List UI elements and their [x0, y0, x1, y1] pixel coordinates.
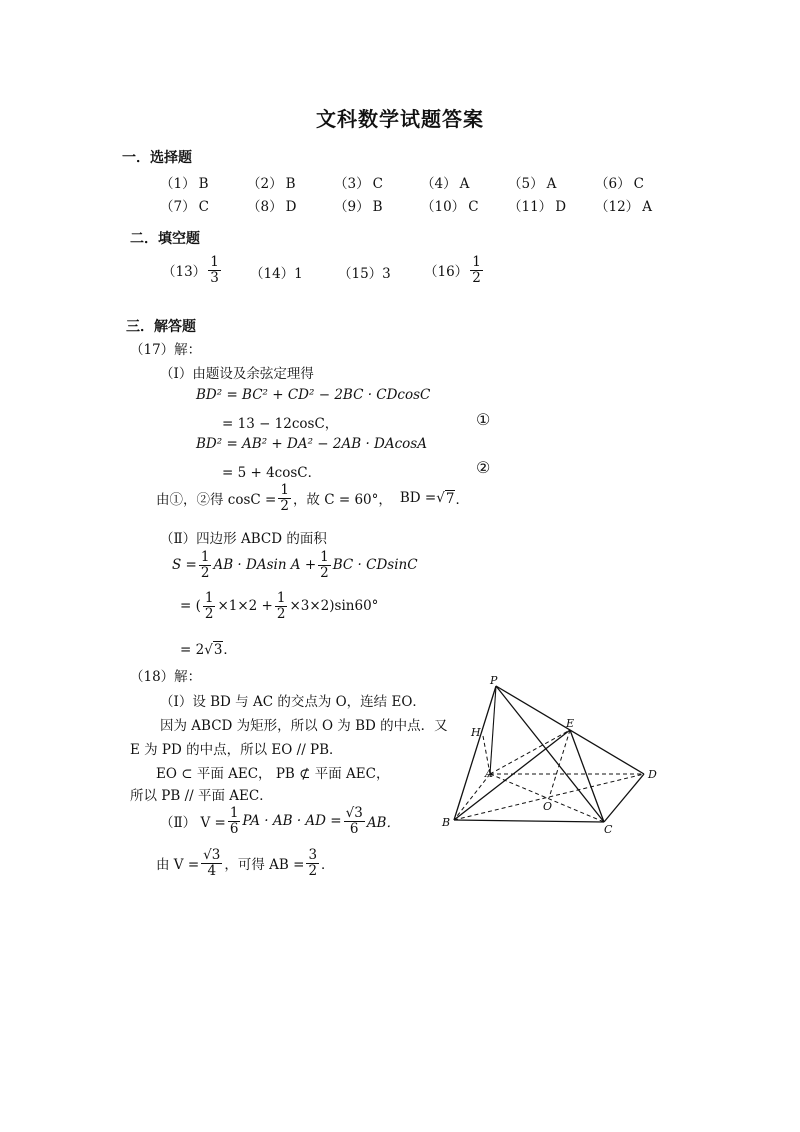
label-C: C: [604, 823, 613, 836]
mc-answer: [160, 195, 209, 215]
mc-answer: [247, 195, 296, 215]
conclusion-angle: ，故 C = 60°，: [292, 492, 392, 509]
answer-13: [162, 255, 223, 286]
result-coefficient: = 2: [180, 642, 205, 658]
area-term-1: AB · DAsin A +: [213, 557, 317, 574]
mc-answer-letter: D: [555, 199, 567, 215]
mc-answer-letter: B: [198, 176, 209, 192]
mc-answer-letter: A: [546, 176, 557, 192]
problem-17-label: （17）解：: [130, 342, 202, 358]
denominator: 2: [280, 497, 289, 514]
fraction: [344, 806, 365, 837]
volume-formula: [160, 806, 400, 837]
mc-answer: [421, 172, 469, 192]
subst-term-1: ×1×2 +: [217, 598, 273, 615]
answer-15: （15）3: [338, 266, 391, 282]
label-B: B: [442, 816, 451, 829]
label-O: O: [543, 800, 553, 813]
mc-answer: [508, 172, 556, 192]
equation-2: = 13 − 12cosC，: [222, 416, 339, 432]
mc-answer: [160, 172, 209, 192]
conclusion-bd: BD =: [399, 490, 437, 507]
problem-18-line-3: E 为 PD 的中点，所以 EO // PB．: [130, 742, 343, 758]
pyramid-figure: [430, 672, 670, 842]
fraction: [318, 550, 331, 581]
denominator: 4: [207, 862, 217, 879]
mc-answer: [595, 195, 652, 215]
area-substitution: [180, 591, 378, 622]
denominator: 2: [204, 605, 214, 622]
sqrt-sign: √: [204, 642, 213, 658]
circle-mark-1: ①: [476, 410, 491, 429]
problem-17-part2: （Ⅱ）四边形 ABCD 的面积: [160, 531, 327, 547]
fraction: [199, 550, 212, 581]
fraction: [306, 848, 319, 879]
answer-13-label: （13）: [162, 264, 207, 281]
mc-answer: [595, 172, 644, 192]
edge-PB: [454, 686, 496, 820]
volume-lhs: （Ⅱ） V =: [160, 815, 226, 832]
mc-question-number: （7）: [160, 199, 196, 215]
mc-answer-letter: A: [642, 199, 652, 215]
period: ．: [321, 857, 335, 874]
mc-answer: [508, 195, 566, 215]
problem-18-label: （18）解：: [130, 669, 202, 685]
denominator: 2: [308, 862, 318, 879]
fraction: [201, 848, 222, 879]
period: ．: [223, 642, 237, 658]
problem-18-line-5: 所以 PB // 平面 AEC．: [130, 788, 273, 804]
answer-14: （14）1: [250, 266, 303, 282]
answer-16: [424, 255, 485, 286]
dashed-AE: [490, 730, 570, 774]
mc-answer-letter: B: [372, 199, 383, 215]
edge-CD: [604, 774, 644, 822]
mc-answer-letter: C: [468, 199, 479, 215]
fraction-half: [278, 483, 291, 514]
section-heading-choice: 一．选择题: [122, 150, 192, 166]
answer-16-label: （16）: [424, 264, 469, 281]
numerator: √3: [203, 847, 221, 863]
mc-answer: [334, 172, 383, 192]
denominator: 3: [210, 269, 219, 286]
problem-17-part1: （Ⅰ）由题设及余弦定理得: [160, 366, 314, 382]
mc-question-number: （5）: [508, 176, 544, 192]
numerator: √3: [345, 805, 363, 821]
area-term-2: BC · CDsinC: [332, 557, 418, 574]
label-A: A: [485, 767, 493, 780]
mc-question-number: （4）: [421, 176, 457, 192]
volume-conclusion: [156, 848, 335, 879]
page-title: 文科数学试题答案: [316, 107, 484, 131]
edge-BC: [454, 820, 604, 822]
section-heading-fill: 二．填空题: [130, 231, 200, 247]
equation-3: BD² = AB² + DA² − 2AB · DAcosA: [196, 436, 427, 452]
area-lhs: S =: [172, 557, 197, 574]
equation-1: BD² = BC² + CD² − 2BC · CDcosC: [196, 387, 431, 403]
volume-rhs: AB．: [366, 815, 400, 832]
numerator: 1: [276, 590, 286, 606]
section-heading-solutions: 三．解答题: [126, 319, 196, 335]
mc-answer-letter: A: [459, 176, 470, 192]
numerator: 1: [229, 805, 239, 821]
area-result: [180, 638, 237, 658]
fraction: [275, 591, 288, 622]
denominator: 2: [200, 564, 210, 581]
label-H: H: [471, 726, 481, 739]
mc-question-number: （1）: [160, 176, 196, 192]
edge-EC: [570, 730, 604, 822]
mc-answer-letter: D: [285, 199, 297, 215]
sqrt-radicand: 7: [445, 490, 455, 507]
dashed-AC: [490, 774, 604, 822]
denominator: 2: [472, 269, 481, 286]
denominator: 2: [276, 605, 286, 622]
answer-16-fraction: [470, 255, 483, 286]
numerator: 1: [320, 549, 329, 565]
numerator: 1: [204, 590, 214, 606]
mc-question-number: （10）: [421, 199, 466, 215]
problem-18-line-2: 因为 ABCD 为矩形，所以 O 为 BD 的中点．又: [160, 718, 448, 734]
sqrt-sign: √: [436, 490, 445, 507]
edge-PA: [490, 686, 496, 774]
mc-answer: [334, 195, 383, 215]
conclusion-middle: ，可得 AB =: [224, 857, 305, 874]
mc-answer-letter: C: [633, 176, 644, 192]
edge-BE: [454, 730, 570, 820]
volume-product: PA · AB · AD =: [242, 813, 342, 830]
mc-question-number: （9）: [334, 199, 370, 215]
mc-question-number: （12）: [595, 199, 640, 215]
subst-open: = (: [180, 598, 201, 615]
mc-answer-letter: C: [198, 199, 209, 215]
conclusion-prefix: 由 V =: [156, 857, 200, 874]
subst-term-2: ×3×2)sin60°: [289, 598, 379, 615]
area-formula: [172, 550, 418, 581]
answer-13-fraction: [208, 255, 221, 286]
fraction: [228, 806, 241, 837]
problem-17-conclusion: [156, 483, 469, 514]
problem-18-line-4: EO ⊂ 平面 AEC， PB ⊄ 平面 AEC，: [156, 766, 390, 782]
mc-question-number: （3）: [334, 176, 370, 192]
numerator: 1: [472, 254, 481, 270]
equation-4: = 5 + 4cosC．: [222, 465, 322, 481]
numerator: 3: [308, 847, 318, 863]
mc-question-number: （8）: [247, 199, 283, 215]
mc-question-number: （2）: [247, 176, 283, 192]
mc-question-number: （6）: [595, 176, 631, 192]
mc-answer: [247, 172, 296, 192]
mc-answer: [421, 195, 479, 215]
mc-answer-letter: C: [372, 176, 383, 192]
numerator: 1: [200, 549, 210, 565]
numerator: 1: [210, 254, 219, 270]
mc-question-number: （11）: [508, 199, 553, 215]
conclusion-text: 由①，②得 cosC =: [156, 492, 277, 509]
problem-18-line-1: （Ⅰ）设 BD 与 AC 的交点为 O，连结 EO．: [160, 694, 426, 710]
label-P: P: [490, 674, 498, 687]
period: ．: [455, 492, 469, 509]
numerator: 1: [280, 482, 289, 498]
circle-mark-2: ②: [476, 458, 491, 477]
label-D: D: [648, 768, 657, 781]
denominator: 6: [229, 820, 239, 837]
denominator: 2: [320, 564, 329, 581]
mc-answer-letter: B: [285, 176, 296, 192]
sqrt-radicand: 3: [213, 642, 223, 658]
label-E: E: [566, 717, 575, 730]
fraction: [203, 591, 216, 622]
denominator: 6: [349, 820, 359, 837]
